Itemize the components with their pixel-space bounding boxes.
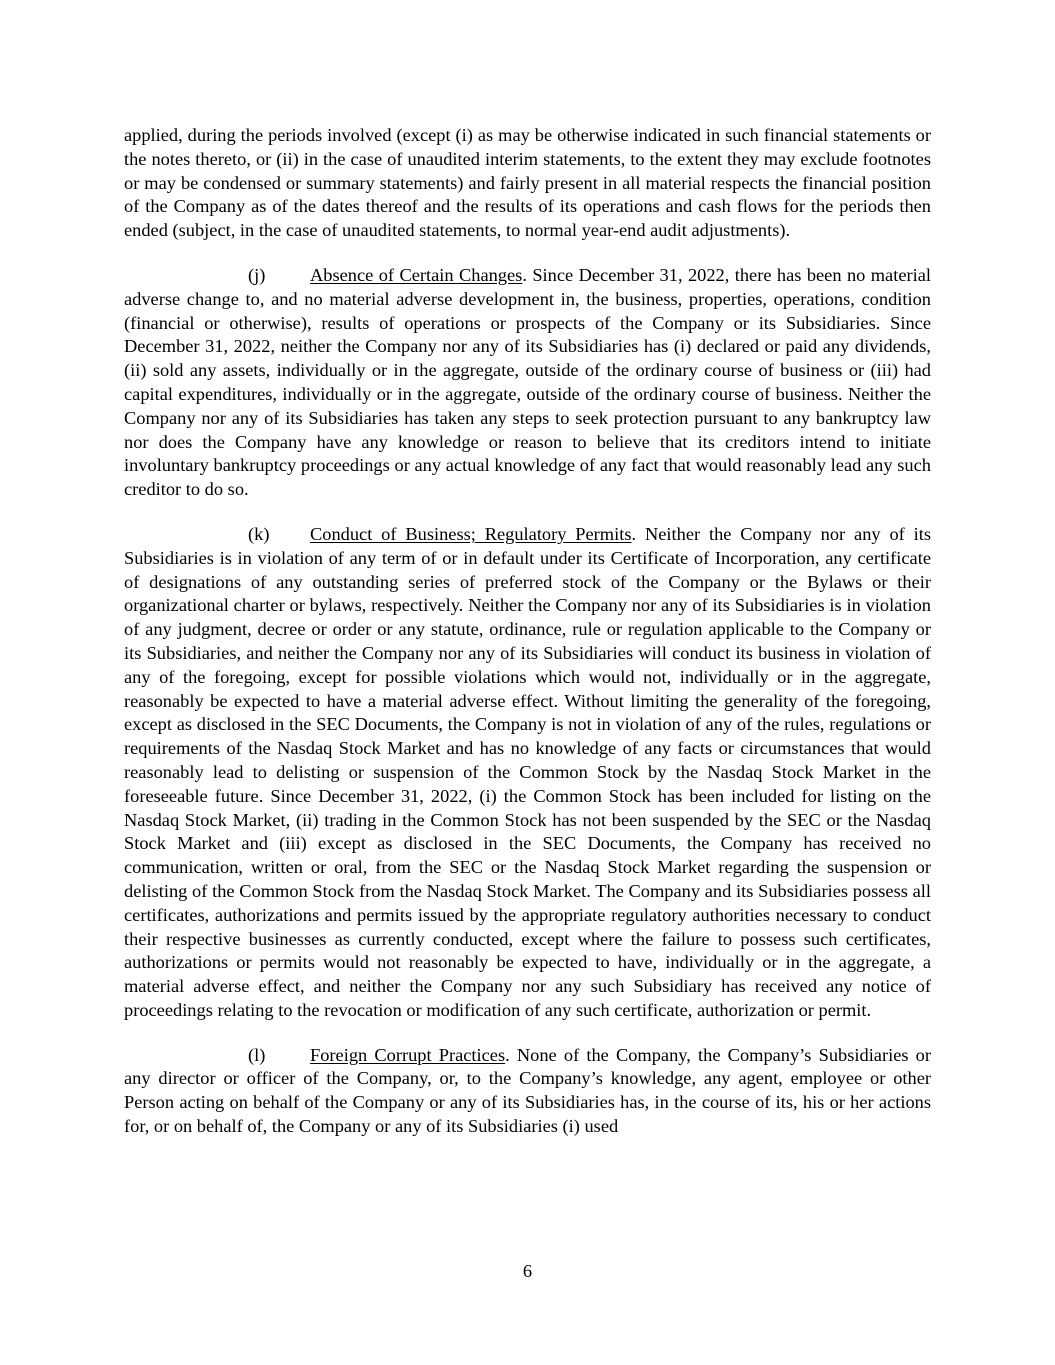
section-marker: (k) xyxy=(248,523,270,544)
section-heading: Conduct of Business; Regulatory Permits xyxy=(310,523,632,544)
section-marker: (l) xyxy=(248,1044,266,1065)
document-page xyxy=(124,124,931,1160)
section-l-paragraph xyxy=(124,1044,931,1139)
continuation-paragraph: applied, during the periods involved (except (i) as may be otherwise indicated in such financial statements or the notes thereto, or (ii) in the case of unaudited interim statements, to the extent they may exclude footnotes or may be condensed or summary statements) and fairly present in all material respects the financial position of the Company as of the dates thereof and the results of its operations and cash flows for the periods then ended (subject, in the case of unaudited statements, to normal year-end audit adjustments). xyxy=(124,125,931,241)
section-marker: (j) xyxy=(248,264,266,285)
section-k-paragraph xyxy=(124,523,931,1023)
section-body: . Since December 31, 2022, there has been no material adverse change to, and no material adverse development in, the business, properties, operations, condition (financial or otherwise), results of operations or prospects of the Company or its Subsidiaries. Since December 31, 2022, neither the Company nor any of its Subsidiaries has (i) declared or paid any dividends, (ii) sold any assets, individually or in the aggregate, outside of the ordinary course of business or (iii) had capital expenditures, individually or in the aggregate, outside of the ordinary course of business. Neither the Company nor any of its Subsidiaries has taken any steps to seek protection pursuant to any bankruptcy law nor does the Company have any knowledge or reason to believe that its creditors intend to initiate involuntary bankruptcy proceedings or any actual knowledge of any fact that would reasonably lead any such creditor to do so. xyxy=(124,264,931,500)
section-heading: Absence of Certain Changes xyxy=(310,264,523,285)
section-heading: Foreign Corrupt Practices xyxy=(310,1044,506,1065)
section-body: . None of the Company, the Company’s Subsidiaries or any director or officer of the Company, or, to the Company’s knowledge, any agent, employee or other Person acting on behalf of the Company or any of its Subsidiaries has, in the course of its, his or her actions for, or on behalf of, the Company or any of its Subsidiaries (i) used xyxy=(124,1044,931,1137)
section-j-paragraph xyxy=(124,264,931,502)
page-number: 6 xyxy=(522,1261,533,1281)
section-body: . Neither the Company nor any of its Subsidiaries is in violation of any term of or in default under its Certificate of Incorporation, any certificate of designations of any outstanding series of preferred stock of the Company or the Bylaws or their organizational charter or bylaws, respectively. Neither the Company nor any of its Subsidiaries is in violation of any judgment, decree or order or any statute, ordinance, rule or regulation applicable to the Company or its Subsidiaries, and neither the Company nor any of its Subsidiaries will conduct its business in violation of any of the foregoing, except for possible violations which would not, individually or in the aggregate, reasonably be expected to have a material adverse effect. Without limiting the generality of the foregoing, except as disclosed in the SEC Documents, the Company is not in violation of any of the rules, regulations or requirements of the Nasdaq Stock Market and has no knowledge of any facts or circumstances that would reasonably lead to delisting or suspension of the Common Stock by the Nasdaq Stock Market in the foreseeable future. Since December 31, 2022, (i) the Common Stock has been included for listing on the Nasdaq Stock Market, (ii) trading in the Common Stock has not been suspended by the SEC or the Nasdaq Stock Market and (iii) except as disclosed in the SEC Documents, the Company has received no communication, written or oral, from the SEC or the Nasdaq Stock Market regarding the suspension or delisting of the Common Stock from the Nasdaq Stock Market. The Company and its Subsidiaries possess all certificates, authorizations and permits issued by the appropriate regulatory authorities necessary to conduct their respective businesses as currently conducted, except where the failure to possess such certificates, authorizations or permits would not reasonably be expected to have, individually or in the aggregate, a material adverse effect, and neither the Company nor any such Subsidiary has received any notice of proceedings relating to the revocation or modification of any such certificate, authorization or permit. xyxy=(124,523,931,1020)
